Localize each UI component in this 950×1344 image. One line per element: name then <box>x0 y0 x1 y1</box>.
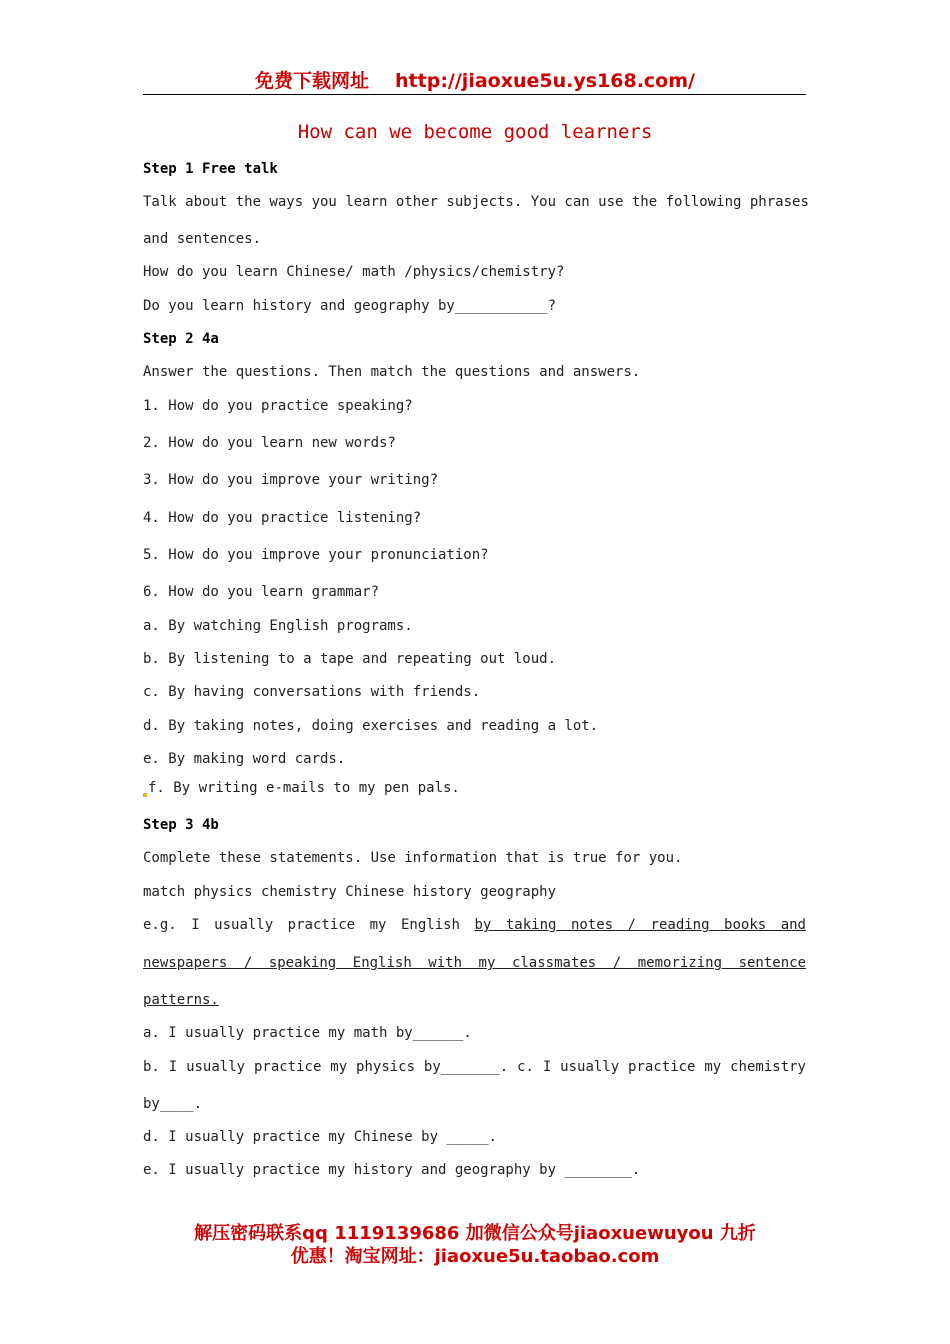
step1-question-1: How do you learn Chinese/ math /physics/chemistry? <box>143 264 565 280</box>
answer-item: e. By making word cards. <box>143 751 346 767</box>
answer-item-f-text: f. By writing e-mails to my pen pals. <box>148 780 460 796</box>
fill-item-e: e. I usually practice my history and geography by ________. <box>143 1162 641 1178</box>
example-prefix: e.g. I usually practice my English <box>143 917 475 933</box>
example-line-1 <box>143 916 806 934</box>
answer-item: d. By taking notes, doing exercises and reading a lot. <box>143 718 599 734</box>
fill-item-d: d. I usually practice my Chinese by _____. <box>143 1129 498 1145</box>
step2-instruction: Answer the questions. Then match the questions and answers. <box>143 364 641 380</box>
answer-item-f <box>143 779 806 797</box>
question-item: 2. How do you learn new words? <box>143 435 396 451</box>
question-item: 5. How do you improve your pronunciation? <box>143 547 489 563</box>
fill-item-bc: b. I usually practice my physics by_______. c. I usually practice my chemistry <box>143 1059 806 1075</box>
page-title: How can we become good learners <box>297 121 653 143</box>
question-item: 1. How do you practice speaking? <box>143 398 413 414</box>
step3-instruction: Complete these statements. Use information that is true for you. <box>143 850 683 866</box>
step1-question-2: Do you learn history and geography by___________? <box>143 298 557 314</box>
question-item: 3. How do you improve your writing? <box>143 472 439 488</box>
example-answer-end: patterns. <box>143 992 219 1008</box>
answer-item: c. By having conversations with friends. <box>143 684 481 700</box>
answer-item: b. By listening to a tape and repeating out loud. <box>143 651 557 667</box>
example-line-3 <box>143 991 806 1009</box>
question-item: 6. How do you learn grammar? <box>143 584 380 600</box>
question-item: 4. How do you practice listening? <box>143 510 422 526</box>
footer-line-2: 优惠！淘宝网址：jiaoxue5u.taobao.com <box>290 1246 660 1267</box>
footer-line-1: 解压密码联系qq 1119139686 加微信公众号jiaoxuewuyou 九折 <box>194 1223 756 1244</box>
answer-item: a. By watching English programs. <box>143 618 413 634</box>
step2-heading: Step 2 4a <box>143 331 219 347</box>
header-url-link[interactable]: http://jiaoxue5u.ys168.com/ <box>395 70 695 92</box>
step1-intro-line1: Talk about the ways you learn other subjects. You can use the following phrases <box>143 194 809 210</box>
fill-item-a: a. I usually practice my math by______. <box>143 1025 472 1041</box>
header-label: 免费下载网址 <box>255 70 370 92</box>
example-line-2: newspapers / speaking English with my classmates / memorizing sentence <box>143 955 806 971</box>
page-header <box>0 66 950 93</box>
subject-list: match physics chemistry Chinese history geography <box>143 884 557 900</box>
step1-intro-line2: and sentences. <box>143 231 262 247</box>
step1-heading: Step 1 Free talk <box>143 161 278 177</box>
anchor-marker-icon <box>143 793 147 797</box>
header-divider <box>143 94 806 95</box>
fill-item-bc-cont: by____. <box>143 1096 203 1112</box>
example-answer: by taking notes / reading books and <box>474 917 806 933</box>
step3-heading: Step 3 4b <box>143 817 219 833</box>
